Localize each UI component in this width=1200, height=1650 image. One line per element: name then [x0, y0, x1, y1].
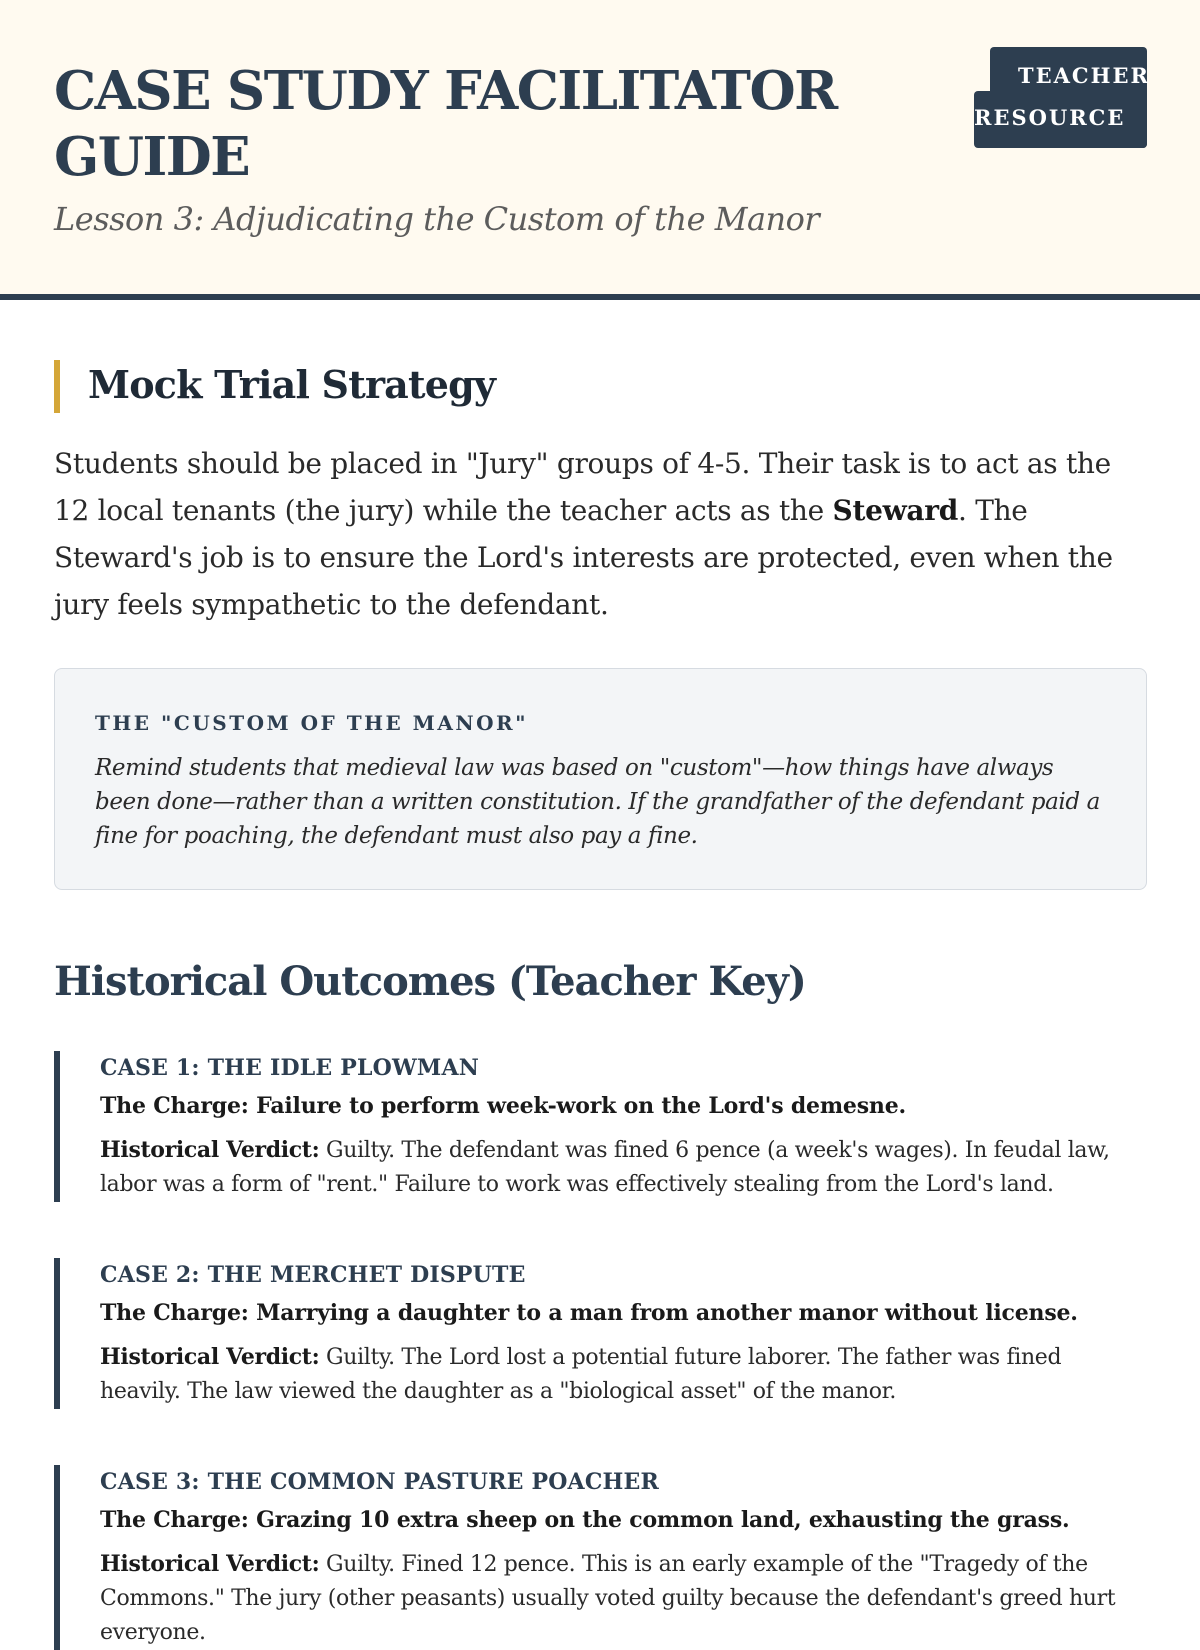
page-title: CASE STUDY FACILITATOR GUIDE	[54, 60, 837, 188]
page-header	[0, 0, 1200, 300]
verdict-label: Historical Verdict:	[100, 1137, 320, 1163]
strategy-paragraph: Students should be placed in "Jury" groups of 4-5. Their task is to act as the 12 local tenants (the jury) while the teacher acts as the Steward. The Steward's job is to ensure the Lord's interests are protected, even when the jury feels sympathetic to the defendant.	[54, 447, 1113, 621]
steward-term: Steward	[832, 494, 958, 527]
callout-title: THE "CUSTOM OF THE MANOR"	[95, 711, 529, 735]
case-charge: The Charge: Grazing 10 extra sheep on the common land, exhausting the grass.	[100, 1507, 1070, 1533]
case-title: CASE 3: THE COMMON PASTURE POACHER	[100, 1469, 659, 1495]
case-charge: The Charge: Marrying a daughter to a man from another manor without license.	[100, 1300, 1078, 1326]
case-card	[54, 1465, 1147, 1650]
page-subtitle: Lesson 3: Adjudicating the Custom of the Manor	[54, 200, 820, 238]
case-title: CASE 1: THE IDLE PLOWMAN	[100, 1055, 480, 1081]
verdict-label: Historical Verdict:	[100, 1344, 320, 1370]
case-verdict: Historical Verdict: Guilty. The defendant was fined 6 pence (a week's wages). In feudal law, labor was a form of "rent." Failure to work was effectively stealing from the Lord's land.	[100, 1137, 1110, 1197]
callout-text: Remind students that medieval law was based on "custom"—how things have always been done—rather than a written constitution. If the grandfather of the defendant paid a fine for poaching, the defendant must also pay a fine.	[95, 755, 1100, 849]
case-charge: The Charge: Failure to perform week-work on the Lord's demesne.	[100, 1093, 906, 1119]
strategy-heading: Mock Trial Strategy	[88, 362, 496, 407]
case-card	[54, 1051, 1147, 1202]
badge-line-1: TEACHER	[1018, 63, 1150, 88]
custom-callout-box	[54, 668, 1147, 890]
case-title: CASE 2: THE MERCHET DISPUTE	[100, 1262, 526, 1288]
case-verdict: Historical Verdict: Guilty. Fined 12 pence. This is an early example of the "Tragedy of the Commons." The jury (other peasants) usually voted guilty because the defendant's greed hurt everyone.	[100, 1551, 1116, 1645]
case-card	[54, 1258, 1147, 1409]
verdict-label: Historical Verdict:	[100, 1551, 320, 1577]
badge-line-2: RESOURCE	[974, 105, 1126, 130]
outcomes-heading: Historical Outcomes (Teacher Key)	[54, 958, 806, 1005]
section-accent-bar	[54, 360, 60, 413]
case-verdict: Historical Verdict: Guilty. The Lord lost a potential future laborer. The father was fined heavily. The law viewed the daughter as a "biological asset" of the manor.	[100, 1344, 1062, 1404]
teacher-resource-badge	[974, 47, 1150, 148]
